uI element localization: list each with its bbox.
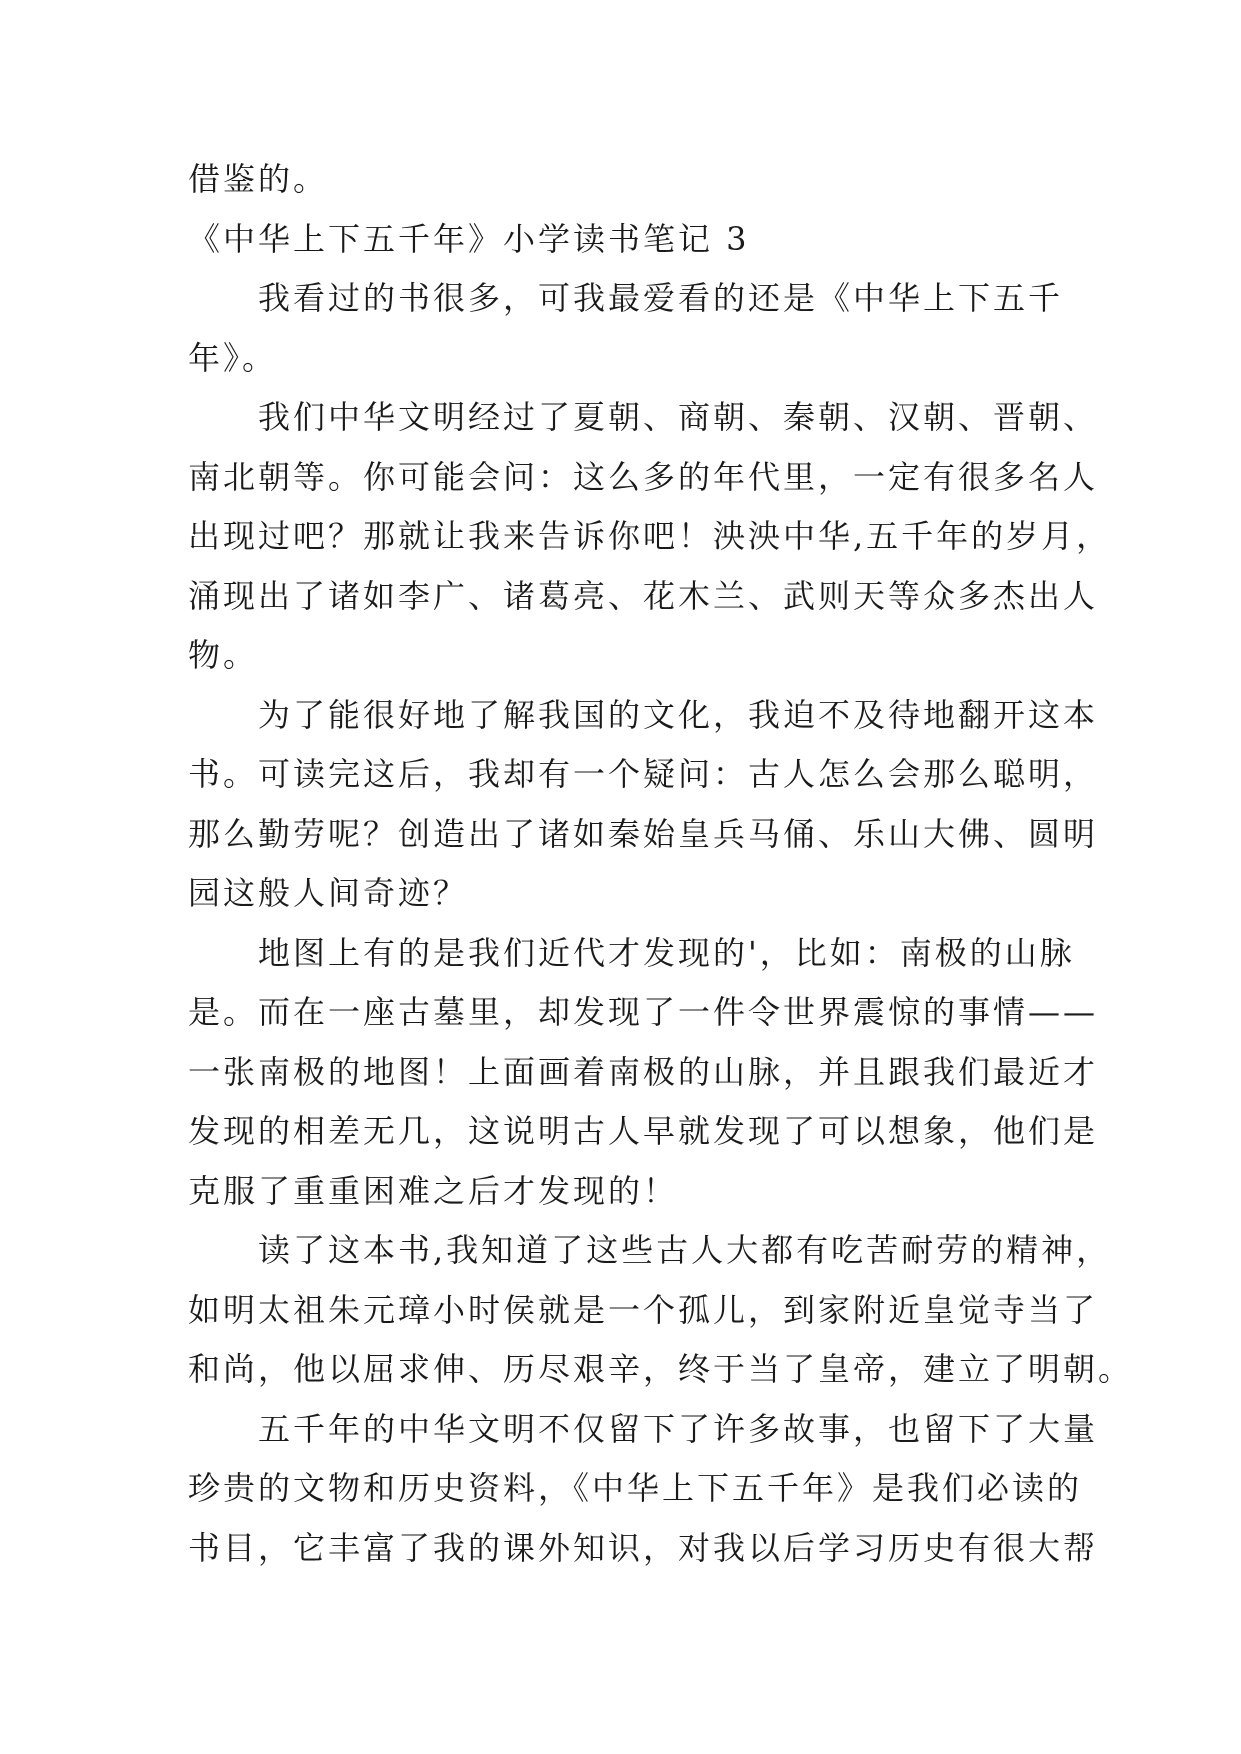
text-line: 年》。: [188, 338, 278, 377]
text-line: 发现的相差无几，这说明古人早就发现了可以想象，他们是: [188, 1112, 1099, 1150]
text-line: 涌现出了诸如李广、诸葛亮、花木兰、武则天等众多杰出人: [188, 576, 1099, 615]
text-line: 南北朝等。你可能会问：这么多的年代里，一定有很多名人: [188, 457, 1099, 496]
text-line: 是。而在一座古墓里，却发现了一件令世界震惊的事情——: [188, 993, 1099, 1031]
text-line: 园这般人间奇迹？: [188, 874, 469, 912]
text-line: 出现过吧？那就让我来告诉你吧！泱泱中华,五千年的岁月，: [188, 517, 1112, 555]
text-line: 珍贵的文物和历史资料，《中华上下五千年》是我们必读的: [188, 1469, 1083, 1507]
text-line: 如明太祖朱元璋小时侯就是一个孤儿，到家附近皇觉寺当了: [188, 1290, 1099, 1329]
text-line: 为了能很好地了解我国的文化，我迫不及待地翻开这本: [258, 695, 1099, 734]
text-line: 克服了重重困难之后才发现的！: [188, 1171, 679, 1210]
text-line: 书目，它丰富了我的课外知识，对我以后学习历史有很大帮: [188, 1528, 1099, 1567]
text-line: 借鉴的。: [188, 160, 329, 198]
text-line: 读了这本书,我知道了这些古人大都有吃苦耐劳的精神，: [258, 1231, 1112, 1269]
section-heading: 《中华上下五千年》小学读书笔记 3: [188, 219, 750, 258]
text-line: 那么勤劳呢？创造出了诸如秦始皇兵马俑、乐山大佛、圆明: [188, 814, 1099, 853]
text-line: 地图上有的是我们近代才发现的'，比如：南极的山脉: [258, 933, 1075, 972]
text-line: 和尚，他以屈求伸、历尽艰辛，终于当了皇帝，建立了明朝。: [188, 1350, 1134, 1388]
text-line: 一张南极的地图！上面画着南极的山脉，并且跟我们最近才: [188, 1052, 1099, 1091]
text-line: 五千年的中华文明不仅留下了许多故事，也留下了大量: [258, 1409, 1099, 1448]
text-line: 我看过的书很多，可我最爱看的还是《中华上下五千: [258, 279, 1064, 317]
document-body: [188, 150, 1134, 1578]
text-line: 书。可读完这后，我却有一个疑问：古人怎么会那么聪明，: [188, 755, 1099, 793]
text-line: 物。: [188, 636, 259, 674]
text-line: 我们中华文明经过了夏朝、商朝、秦朝、汉朝、晋朝、: [258, 398, 1099, 436]
